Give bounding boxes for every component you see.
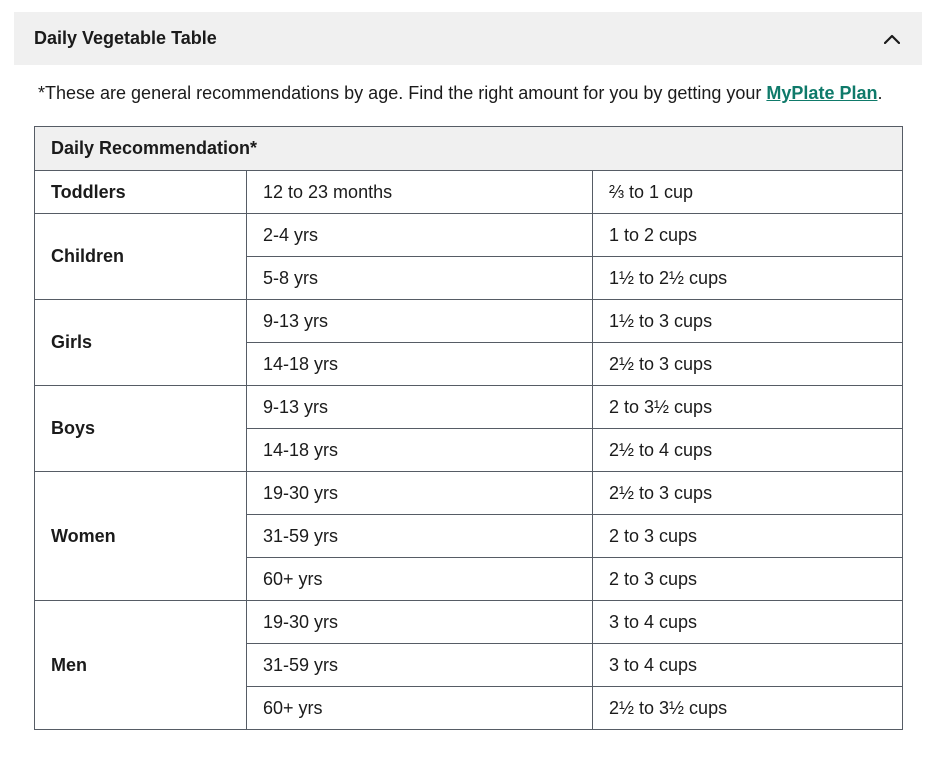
age-range-cell: 9-13 yrs <box>247 300 593 343</box>
amount-cell: 2½ to 3 cups <box>593 472 903 515</box>
accordion-title: Daily Vegetable Table <box>34 28 217 48</box>
table-row <box>35 300 903 343</box>
myplate-plan-link[interactable]: MyPlate Plan <box>766 83 878 103</box>
amount-cell: 3 to 4 cups <box>593 644 903 687</box>
table-header-row <box>35 127 903 171</box>
group-label: Children <box>35 214 247 300</box>
chevron-up-icon[interactable] <box>882 29 902 49</box>
age-range-cell: 19-30 yrs <box>247 601 593 644</box>
amount-cell: 2½ to 3½ cups <box>593 687 903 730</box>
amount-cell: 1 to 2 cups <box>593 214 903 257</box>
table-row <box>35 472 903 515</box>
table-header: Daily Recommendation* <box>35 127 903 171</box>
amount-cell: 2½ to 4 cups <box>593 429 903 472</box>
age-range-cell: 31-59 yrs <box>247 644 593 687</box>
amount-cell: 2 to 3½ cups <box>593 386 903 429</box>
intro-sentence: *These are general recommendations by age. Find the right amount for you by getting your <box>38 83 767 103</box>
amount-cell: 1½ to 2½ cups <box>593 257 903 300</box>
group-label: Men <box>35 601 247 730</box>
amount-cell: 3 to 4 cups <box>593 601 903 644</box>
age-range-cell: 14-18 yrs <box>247 429 593 472</box>
amount-cell: 1½ to 3 cups <box>593 300 903 343</box>
table-row <box>35 601 903 644</box>
group-label: Boys <box>35 386 247 472</box>
group-label: Girls <box>35 300 247 386</box>
accordion-header[interactable] <box>14 12 922 65</box>
vegetable-table <box>34 126 903 730</box>
table-row <box>35 386 903 429</box>
amount-cell: 2 to 3 cups <box>593 515 903 558</box>
amount-cell: 2 to 3 cups <box>593 558 903 601</box>
age-range-cell: 9-13 yrs <box>247 386 593 429</box>
age-range-cell: 60+ yrs <box>247 558 593 601</box>
amount-cell: ⅔ to 1 cup <box>593 171 903 214</box>
group-label: Women <box>35 472 247 601</box>
age-range-cell: 60+ yrs <box>247 687 593 730</box>
age-range-cell: 19-30 yrs <box>247 472 593 515</box>
age-range-cell: 2-4 yrs <box>247 214 593 257</box>
age-range-cell: 12 to 23 months <box>247 171 593 214</box>
table-row <box>35 214 903 257</box>
table-row <box>35 171 903 214</box>
age-range-cell: 14-18 yrs <box>247 343 593 386</box>
age-range-cell: 5-8 yrs <box>247 257 593 300</box>
group-label: Toddlers <box>35 171 247 214</box>
table-body <box>35 171 903 730</box>
intro-suffix: . <box>877 83 883 103</box>
intro-text <box>38 80 882 106</box>
amount-cell: 2½ to 3 cups <box>593 343 903 386</box>
age-range-cell: 31-59 yrs <box>247 515 593 558</box>
